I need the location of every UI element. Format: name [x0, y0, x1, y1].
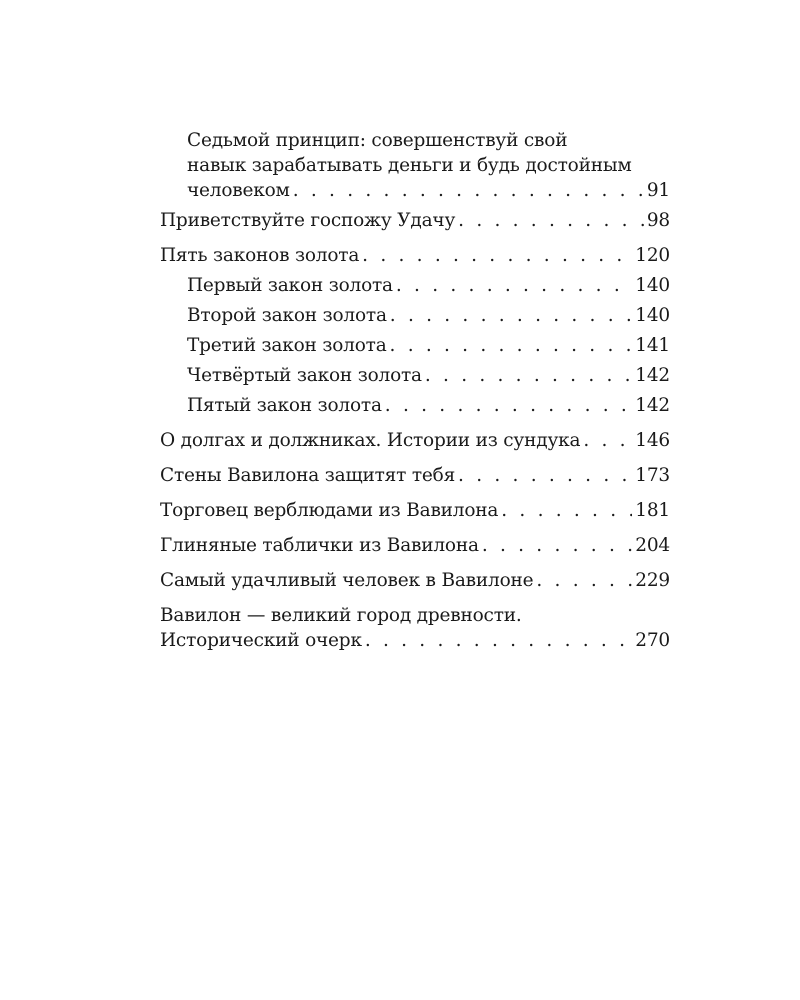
table-of-contents	[160, 128, 670, 663]
toc-entry[interactable]	[160, 568, 670, 593]
toc-entry-title-line: Седьмой принцип: совершенствуй свой	[187, 130, 568, 151]
toc-entry-title: Приветствуйте госпожу Удачу	[160, 210, 456, 231]
toc-entry[interactable]	[160, 303, 670, 328]
toc-page-number: 98	[646, 210, 670, 231]
toc-entry-row	[187, 178, 670, 203]
dot-leader	[458, 463, 632, 488]
dot-leader	[390, 333, 633, 358]
toc-entry-title: Глиняные таблички из Вавилона	[160, 535, 479, 556]
toc-entry-row	[160, 628, 670, 653]
toc-entry-row	[160, 428, 670, 453]
toc-entry-title: Исторический очерк	[160, 630, 362, 651]
dot-leader	[458, 208, 644, 233]
toc-page-number: 146	[635, 430, 670, 451]
toc-entry-row	[160, 463, 670, 488]
toc-entry-row	[160, 208, 670, 233]
toc-entry-row	[187, 393, 670, 418]
dot-leader	[365, 628, 632, 653]
toc-entry-row	[187, 363, 670, 388]
toc-page-number: 140	[635, 275, 670, 296]
dot-leader	[501, 498, 632, 523]
toc-entry-row	[187, 333, 670, 358]
toc-page-number: 173	[635, 465, 670, 486]
toc-page-number: 229	[635, 570, 670, 591]
toc-page-number: 142	[635, 365, 670, 386]
toc-entry-title: человеком	[187, 180, 290, 201]
toc-entry[interactable]	[160, 333, 670, 358]
dot-leader	[583, 428, 632, 453]
toc-page-number: 142	[635, 395, 670, 416]
dot-leader	[385, 393, 632, 418]
toc-entry-title: Пятый закон золота	[187, 395, 382, 416]
toc-entry-title: Четвёртый закон золота	[187, 365, 422, 386]
toc-page-number: 120	[635, 245, 670, 266]
dot-leader	[396, 273, 632, 298]
toc-entry[interactable]	[160, 428, 670, 453]
dot-leader	[425, 363, 632, 388]
toc-entry[interactable]	[160, 128, 670, 203]
toc-entry-row	[160, 243, 670, 268]
toc-entry[interactable]	[160, 498, 670, 523]
toc-page-number: 204	[635, 535, 670, 556]
toc-entry-title: Самый удачливый человек в Вавилоне	[160, 570, 534, 591]
toc-entry-title: О долгах и должниках. Истории из сундука	[160, 430, 581, 451]
dot-leader	[390, 303, 633, 328]
toc-entry[interactable]	[160, 363, 670, 388]
dot-leader	[362, 243, 632, 268]
toc-page-number: 270	[635, 630, 670, 651]
toc-entry-title: Второй закон золота	[187, 305, 387, 326]
toc-entry-title-line: навык зарабатывать деньги и будь достойным	[187, 155, 632, 176]
toc-page-number: 181	[635, 500, 670, 521]
toc-entry-title: Стены Вавилона защитят тебя	[160, 465, 456, 486]
dot-leader	[293, 178, 644, 203]
toc-entry-title: Торговец верблюдами из Вавилона	[160, 500, 499, 521]
toc-entry-row	[187, 303, 670, 328]
toc-entry-title: Пять законов золота	[160, 245, 360, 266]
toc-entry[interactable]	[160, 393, 670, 418]
toc-entry-title: Первый закон золота	[187, 275, 393, 296]
toc-entry-row	[160, 533, 670, 558]
toc-entry[interactable]	[160, 533, 670, 558]
toc-entry[interactable]	[160, 243, 670, 268]
toc-entry-row	[187, 273, 670, 298]
toc-entry[interactable]	[160, 603, 670, 653]
toc-entry[interactable]	[160, 208, 670, 233]
toc-entry-row	[160, 568, 670, 593]
dot-leader	[536, 568, 632, 593]
toc-page-number: 140	[635, 305, 670, 326]
toc-entry-title: Третий закон золота	[187, 335, 387, 356]
toc-page-number: 91	[646, 180, 670, 201]
toc-entry[interactable]	[160, 273, 670, 298]
toc-entry[interactable]	[160, 463, 670, 488]
dot-leader	[482, 533, 632, 558]
toc-entry-title-line: Вавилон — великий город древности.	[160, 605, 522, 626]
toc-entry-row	[160, 498, 670, 523]
toc-page-number: 141	[635, 335, 670, 356]
